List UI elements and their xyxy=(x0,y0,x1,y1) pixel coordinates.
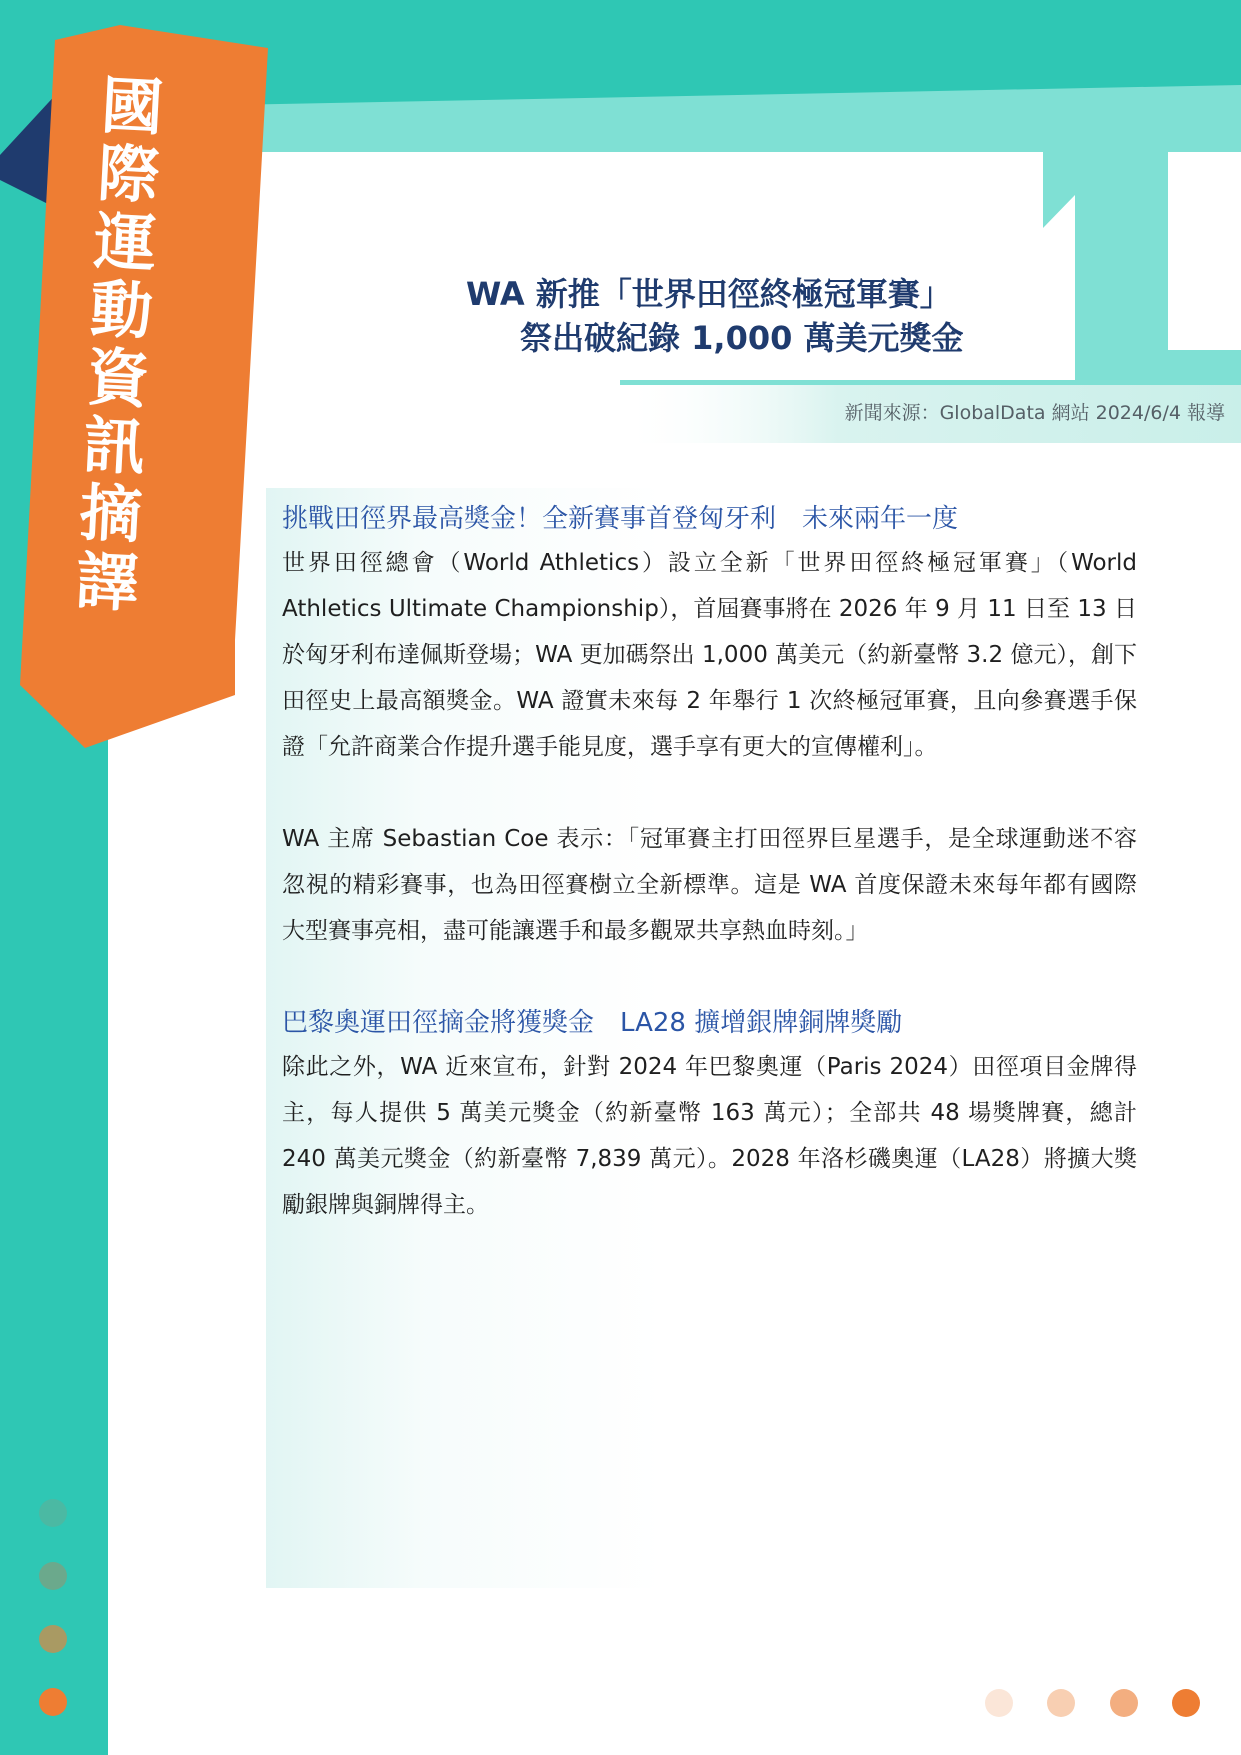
page-dot-bottom-2 xyxy=(1047,1689,1075,1717)
page-dot-left-1 xyxy=(39,1499,67,1527)
news-source: 新聞來源：GlobalData 網站 2024/6/4 報導 xyxy=(844,402,1225,424)
banner-char: 際 xyxy=(95,136,162,213)
title-line-1: WA 新推「世界田徑終極冠軍賽」 xyxy=(466,275,952,313)
title-line-2: 祭出破紀錄 1,000 萬美元獎金 xyxy=(520,319,964,357)
banner-char: 運 xyxy=(92,204,158,281)
page-dot-bottom-1 xyxy=(985,1689,1013,1717)
banner-char: 資 xyxy=(85,340,151,417)
banner-char: 動 xyxy=(88,272,155,349)
number-one-shape xyxy=(1043,152,1241,380)
banner-char: 摘 xyxy=(77,475,144,553)
paragraph: 世界田徑總會（World Athletics）設立全新「世界田徑終極冠軍賽」（World Athletics Ultimate Championship），首屆賽事將在 2026 年 9 月 11 日至 13 日於匈牙利布達佩斯登場；WA 更加碼祭出 1,000 萬美元（約新臺幣 3.2 億元），創下田徑史上最高額獎金。WA 證實未來每 2 年舉行 1 次終極冠軍賽，且向參賽選手保證「允許商業合作提升選手能見度，選手享有更大的宣傳權利」。 xyxy=(282,550,1137,760)
banner-char: 譯 xyxy=(74,543,141,621)
paragraph: WA 主席 Sebastian Coe 表示：「冠軍賽主打田徑界巨星選手，是全球運動迷不容忽視的精彩賽事，也為田徑賽樹立全新標準。這是 WA 首度保證未來每年都有國際大型賽事亮相，盡可能讓選手和最多觀眾共享熱血時刻。」 xyxy=(282,826,1137,944)
page-dot-left-3 xyxy=(39,1625,67,1653)
title-underline xyxy=(620,380,1241,385)
article-title xyxy=(440,272,1040,360)
article-body xyxy=(266,488,1146,1588)
banner-char: 訊 xyxy=(81,408,148,485)
section-1 xyxy=(282,498,1137,954)
section-heading: 巴黎奧運田徑摘金將獲獎金 LA28 擴增銀牌銅牌獎勵 xyxy=(282,1008,903,1038)
page-dot-bottom-4 xyxy=(1172,1689,1200,1717)
page-dot-bottom-3 xyxy=(1110,1689,1138,1717)
paragraph: 除此之外，WA 近來宣布，針對 2024 年巴黎奧運（Paris 2024）田徑項目金牌得主，每人提供 5 萬美元獎金（約新臺幣 163 萬元）；全部共 48 場獎牌賽，總計 240 萬美元獎金（約新臺幣 7,839 萬元）。2028 年洛杉磯奧運（LA28）將擴大獎勵銀牌與銅牌得主。 xyxy=(282,1054,1137,1218)
section-2 xyxy=(282,1002,1137,1228)
section-heading: 挑戰田徑界最高獎金！全新賽事首登匈牙利 未來兩年一度 xyxy=(282,504,959,534)
banner-char: 國 xyxy=(99,68,166,145)
page-dot-left-2 xyxy=(39,1562,67,1590)
page-dot-left-4 xyxy=(39,1688,67,1716)
